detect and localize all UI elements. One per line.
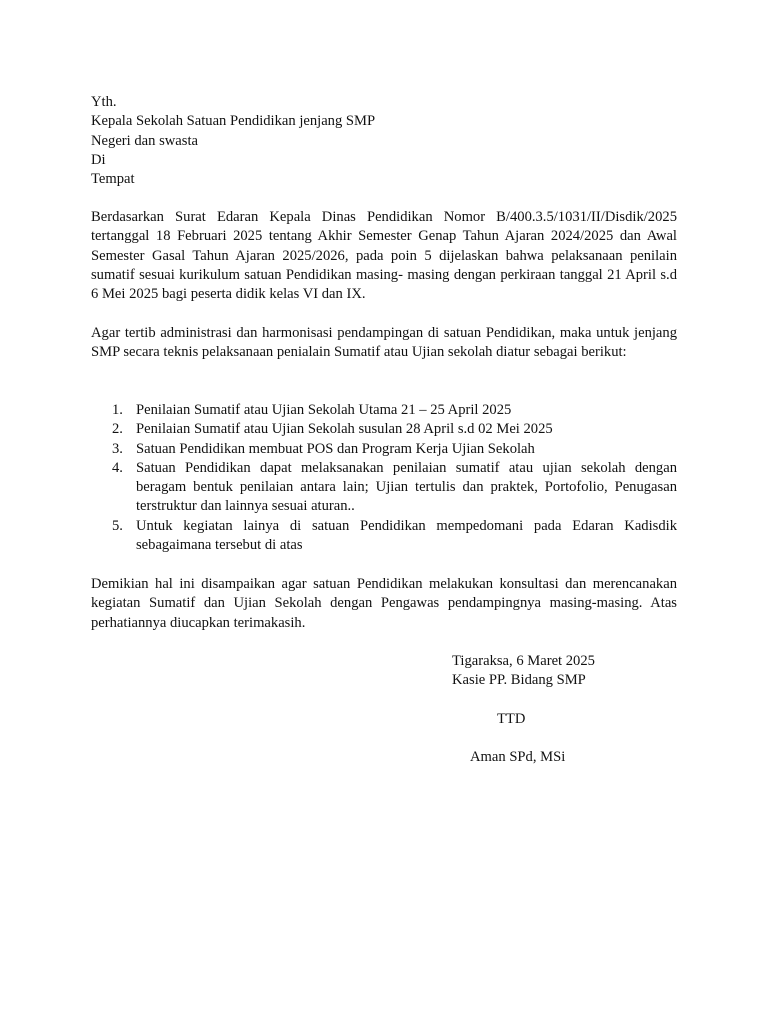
body-paragraph-1: Berdasarkan Surat Edaran Kepala Dinas Pendidikan Nomor B/400.3.5/1031/II/Disdik/2025 tertanggal 18 Februari 2025 tentang Akhir Semester Genap Tahun Ajaran 2024/2025 dan Awal Semester Gasal Tahun Ajaran 2025/2026, pada poin 5 dijelaskan bahwa pelaksanaan penilain sumatif sesuai kurikulum satuan Pendidikan masing- masing dengan perkiraan tanggal 21 April s.d 6 Mei 2025 bagi peserta didik kelas VI dan IX. [91,209,677,303]
closing-block [452,652,692,768]
list-item-number: 4. [112,459,123,476]
list-item-number: 1. [112,402,123,418]
signer-name: Aman SPd, MSi [470,749,566,766]
numbered-list [91,401,677,555]
addressee-line: Negeri dan swasta [91,132,198,149]
list-item-text: Penilaian Sumatif atau Ujian Sekolah susulan 28 April s.d 02 Mei 2025 [136,421,553,438]
body-paragraph-3: Demikian hal ini disampaikan agar satuan Pendidikan melakukan konsultasi dan merencanakan kegiatan Sumatif dan Ujian Sekolah dengan Pengawas pendampingnya masing-masing. Atas perhatiannya diucapkan terimakasih. [91,576,677,631]
body-paragraph-2: Agar tertib administrasi dan harmonisasi pendampingan di satuan Pendidikan, maka untuk jenjang SMP secara teknis pelaksanaan penialain Sumatif atau Ujian sekolah diatur sebagai berikut: [91,325,677,361]
list-item-text: Untuk kegiatan lainya di satuan Pendidikan mempedomani pada Edaran Kadisdik sebagaimana tersebut di atas [136,517,677,554]
list-item-number: 3. [112,440,123,457]
addressee-line: Tempat [91,171,135,188]
addressee-block [91,93,677,189]
list-item-text: Penilaian Sumatif atau Ujian Sekolah Utama 21 – 25 April 2025 [136,402,512,418]
addressee-line: Yth. [91,94,117,110]
list-item-number: 5. [112,517,123,534]
signature-mark: TTD [497,710,526,727]
list-item-text: Satuan Pendidikan dapat melaksanakan penilaian sumatif atau ujian sekolah dengan beragam bentuk penilaian antara lain; Ujian tertulis dan praktek, Portofolio, Penugasan terstruktur dan lainnya sesuai aturan.. [136,459,677,515]
list-item [91,517,677,556]
addressee-line: Kepala Sekolah Satuan Pendidikan jenjang SMP [91,113,376,130]
list-item [91,401,677,420]
list-item-text: Satuan Pendidikan membuat POS dan Program Kerja Ujian Sekolah [136,440,535,457]
place-date: Tigaraksa, 6 Maret 2025 [452,653,595,669]
list-item [91,420,677,439]
addressee-line: Di [91,151,106,168]
list-item [91,459,677,517]
signer-position: Kasie PP. Bidang SMP [452,672,586,689]
list-item [91,440,677,459]
list-item-number: 2. [112,421,123,438]
